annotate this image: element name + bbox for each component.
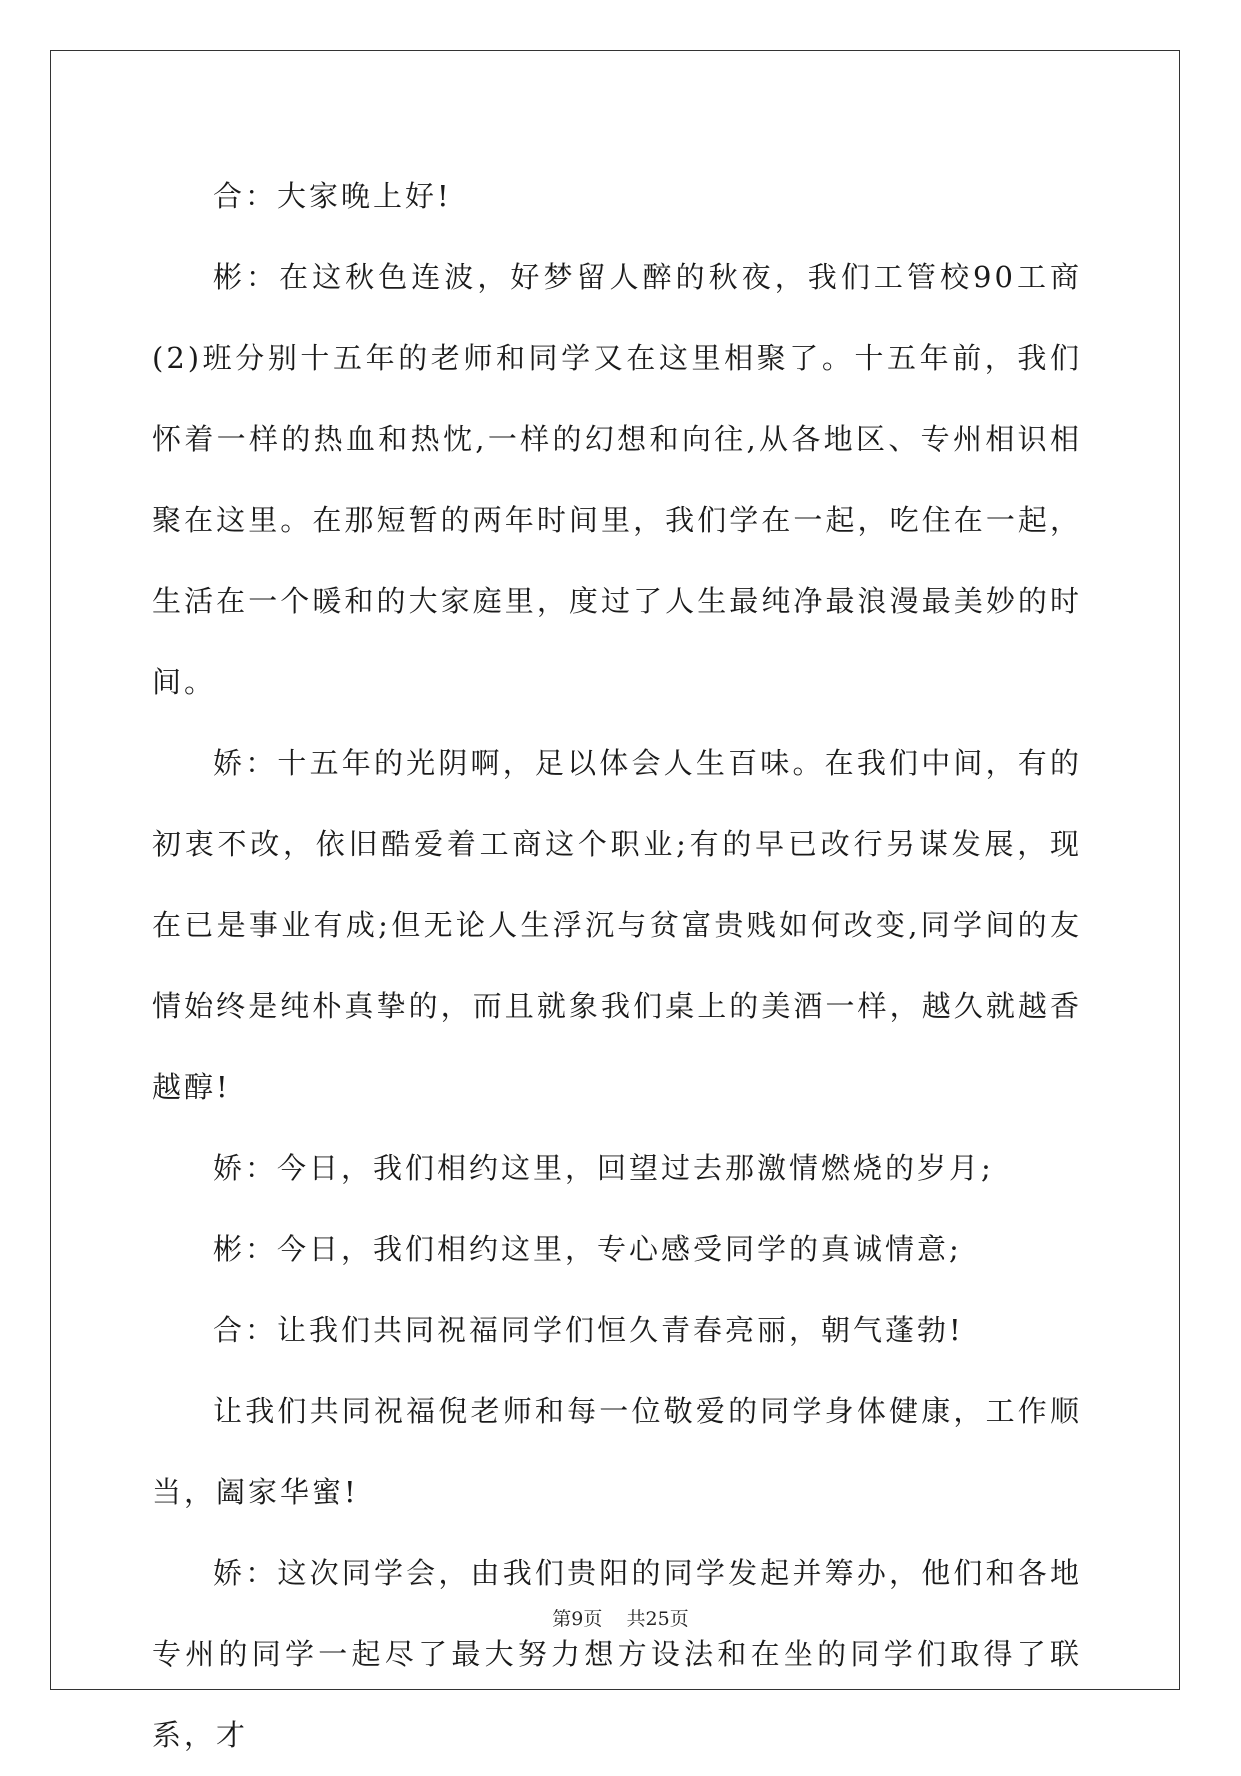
- paragraph: 娇：今日，我们相约这里，回望过去那激情燃烧的岁月;: [213, 1151, 994, 1185]
- page-number: 第9页: [552, 1608, 603, 1630]
- document-body: [152, 156, 1082, 1776]
- page-footer: [0, 1607, 1241, 1631]
- paragraph: 彬：今日，我们相约这里，专心感受同学的真诚情意;: [213, 1232, 962, 1266]
- paragraph: 娇：十五年的光阴啊，足以体会人生百味。在我们中间，有的初衷不改，依旧酷爱着工商这个职业;有的早已改行另谋发展，现在已是事业有成;但无论人生浮沉与贫富贵贱如何改变,同学间的友情始终是纯朴真挚的，而且就象我们桌上的美酒一样，越久就越香越醇!: [152, 746, 1082, 1104]
- paragraph: 合：大家晚上好!: [213, 179, 452, 213]
- paragraph: 合：让我们共同祝福同学们恒久青春亮丽，朝气蓬勃!: [213, 1313, 964, 1347]
- paragraph: 娇：这次同学会，由我们贵阳的同学发起并筹办，他们和各地专州的同学一起尽了最大努力想方设法和在坐的同学们取得了联系，才: [152, 1556, 1082, 1752]
- paragraph: 彬：在这秋色连波，好梦留人醉的秋夜，我们工管校90工商(2)班分别十五年的老师和同学又在这里相聚了。十五年前，我们怀着一样的热血和热忱,一样的幻想和向往,从各地区、专州相识相聚在这里。在那短暂的两年时间里，我们学在一起，吃住在一起，生活在一个暖和的大家庭里，度过了人生最纯净最浪漫最美妙的时间。: [152, 260, 1082, 699]
- page-total: 共25页: [626, 1608, 689, 1630]
- paragraph: 让我们共同祝福倪老师和每一位敬爱的同学身体健康，工作顺当，阖家华蜜!: [152, 1394, 1082, 1509]
